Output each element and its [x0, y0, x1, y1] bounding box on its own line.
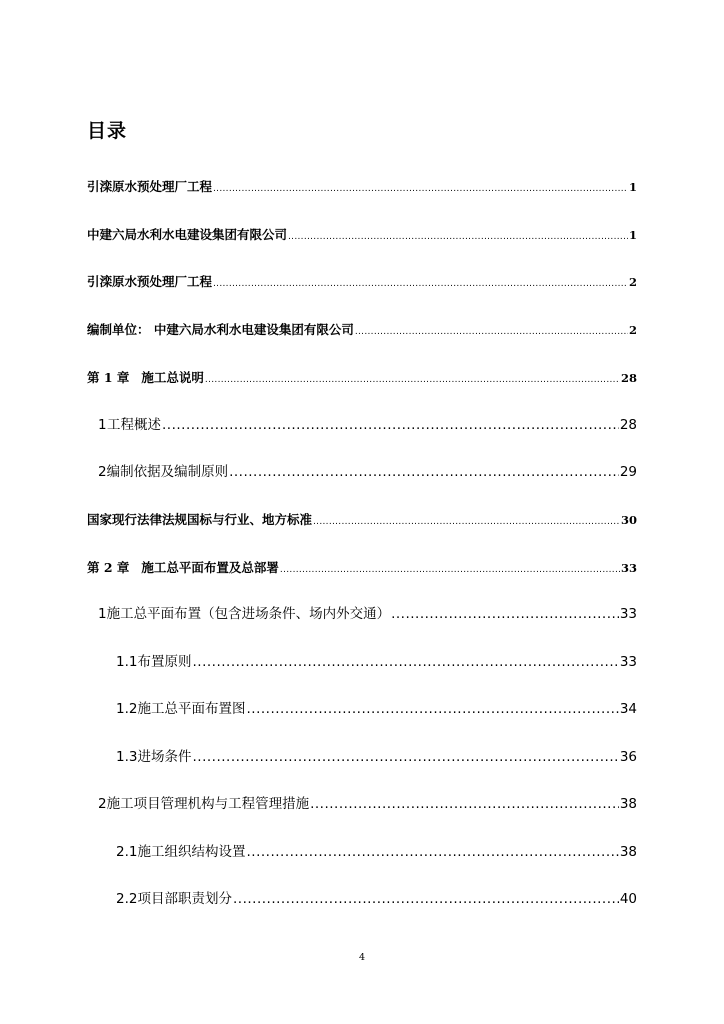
toc-entry-subsection[interactable]: [116, 699, 637, 719]
toc-dot-leader: [313, 510, 620, 532]
toc-entry-page: 40: [619, 891, 637, 907]
toc-entry-page: 28: [619, 417, 637, 433]
toc-entry-page: 28: [620, 371, 637, 385]
toc-dot-leader: [233, 889, 619, 909]
toc-entry-label: 施工总说明: [141, 370, 204, 385]
toc-entry-chapter[interactable]: [87, 558, 637, 578]
toc-dot-leader: [213, 272, 628, 294]
toc-entry-number: 第 1 章: [87, 370, 130, 385]
toc-entry-label: 施工组织结构设置: [137, 844, 246, 860]
toc-entry-page: 2: [628, 323, 637, 337]
toc-entry-label: 施工总平面布置（包含进场条件、场内外交通）: [106, 606, 391, 622]
toc-entry-section[interactable]: [98, 415, 637, 435]
toc-entry[interactable]: [87, 272, 637, 292]
toc-entry-label: 编制单位： 中建六局水利水电建设集团有限公司: [87, 322, 354, 337]
toc-entry[interactable]: [87, 177, 637, 197]
toc-entry-label: 施工总平面布置及总部署: [141, 560, 279, 575]
toc-entry-chapter[interactable]: [87, 368, 637, 388]
toc-entry-number: 2.1: [116, 844, 138, 860]
toc-dot-leader: [288, 225, 628, 247]
toc-dot-leader: [192, 747, 618, 767]
toc-entry-label: 编制依据及编制原则: [106, 464, 229, 480]
toc-entry-number: 1.3: [116, 749, 138, 765]
toc-entry-page: 29: [619, 464, 637, 480]
toc-entry-label: 项目部职责划分: [137, 891, 232, 907]
toc-entry[interactable]: [87, 320, 637, 340]
toc-dot-leader: [229, 462, 619, 482]
toc-entry-label: 引滦原水预处理厂工程: [87, 274, 213, 289]
toc-entry-page: 1: [628, 180, 637, 194]
toc-dot-leader: [246, 842, 618, 862]
toc-entry-page: 38: [619, 796, 637, 812]
toc-entry-label: 布置原则: [137, 654, 192, 670]
toc-entry-subsection[interactable]: [116, 652, 637, 672]
toc-entry-page: 30: [620, 513, 637, 527]
toc-entry-label: 国家现行法律法规国标与行业、地方标准: [87, 512, 313, 527]
toc-dot-leader: [205, 368, 620, 390]
toc-entry-subsection[interactable]: [116, 889, 637, 909]
toc-entry-number: 2: [98, 464, 107, 480]
toc-entry-page: 36: [619, 749, 637, 765]
toc-entry-number: 2.2: [116, 891, 138, 907]
toc-dot-leader: [192, 652, 618, 672]
toc-dot-leader: [246, 699, 618, 719]
toc-dot-leader: [162, 415, 619, 435]
toc-dot-leader: [213, 177, 628, 199]
toc-entry-number: 1: [98, 417, 107, 433]
toc-entry[interactable]: [87, 510, 637, 530]
toc-entry-number: 2: [98, 796, 107, 812]
toc-entry-number: 1: [98, 606, 107, 622]
toc-entry-page: 38: [619, 844, 637, 860]
toc-entry-number: 第 2 章: [87, 560, 130, 575]
toc-entry-number: 1.2: [116, 701, 138, 717]
toc-title: 目录: [87, 120, 128, 142]
toc-dot-leader: [310, 794, 619, 814]
toc-entry-label: 进场条件: [137, 749, 192, 765]
toc-entry-section[interactable]: [98, 794, 637, 814]
toc-dot-leader: [280, 558, 620, 580]
toc-entry-label: 引滦原水预处理厂工程: [87, 179, 213, 194]
toc-entry-label: 中建六局水利水电建设集团有限公司: [87, 227, 288, 242]
toc-entry-section[interactable]: [98, 604, 637, 624]
toc-entry-label: 施工项目管理机构与工程管理措施: [106, 796, 310, 812]
toc-entry-page: 2: [628, 275, 637, 289]
toc-entry-subsection[interactable]: [116, 842, 637, 862]
toc-dot-leader: [355, 320, 628, 342]
toc-entry-subsection[interactable]: [116, 747, 637, 767]
toc-entry-page: 34: [619, 701, 637, 717]
toc-entry-section[interactable]: [98, 462, 637, 482]
toc-dot-leader: [391, 604, 619, 624]
page-number: 4: [358, 952, 366, 963]
toc-entry-page: 33: [619, 654, 637, 670]
toc-entry-page: 1: [628, 228, 637, 242]
toc-entry-label: 施工总平面布置图: [137, 701, 246, 717]
toc-entry-page: 33: [619, 606, 637, 622]
toc-entry-page: 33: [620, 561, 637, 575]
toc-entry-number: 1.1: [116, 654, 138, 670]
toc-entry[interactable]: [87, 225, 637, 245]
toc-entry-label: 工程概述: [107, 417, 162, 433]
